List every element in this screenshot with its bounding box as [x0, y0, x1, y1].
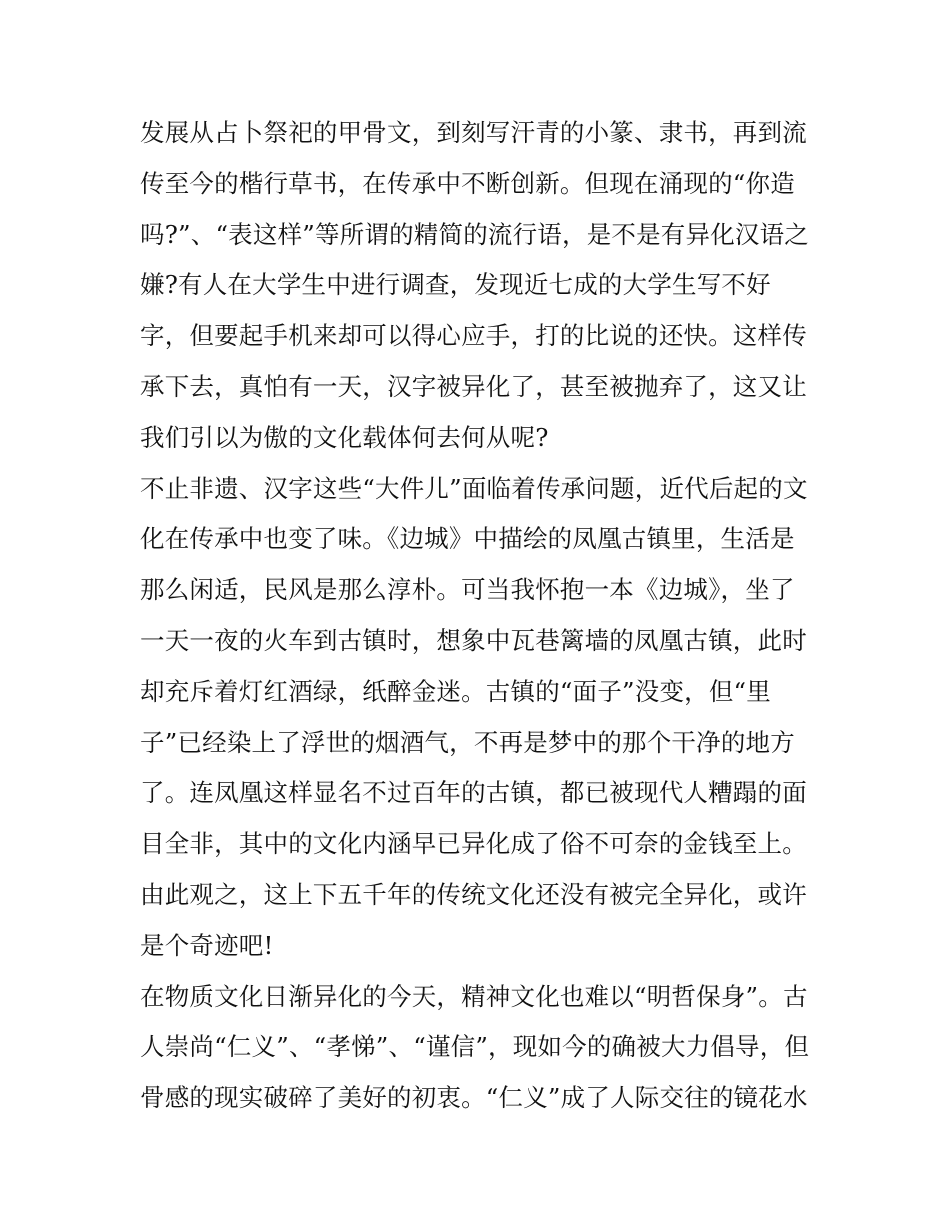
text-line-2: 传至今的楷行草书，在传承中不断创新。但现在涌现的“你造 — [140, 168, 795, 198]
text-line-4: 嫌?有人在大学生中进行调查，发现近七成的大学生写不好 — [140, 270, 771, 300]
text-line-11: 一天一夜的火车到古镇时，想象中瓦巷篱墙的凤凰古镇，此时 — [140, 625, 807, 655]
text-line-10: 那么闲适，民风是那么淳朴。可当我怀抱一本《边城》，坐了 — [140, 575, 795, 605]
text-line-5: 字，但要起手机来却可以得心应手，打的比说的还快。这样传 — [140, 321, 807, 351]
text-line-15: 目全非，其中的文化内涵早已异化成了俗不可奈的金钱至上。 — [140, 829, 807, 859]
text-line-17: 是个奇迹吧! — [140, 930, 274, 960]
text-line-19: 人崇尚“仁义”、“孝悌”、“谨信”，现如今的确被大力倡导，但 — [140, 1032, 810, 1062]
text-line-13: 子”已经染上了浮世的烟酒气，不再是梦中的那个干净的地方 — [140, 727, 795, 757]
text-line-1: 发展从占卜祭祀的甲骨文，到刻写汗青的小篆、隶书，再到流 — [140, 118, 807, 147]
text-line-20: 骨感的现实破碎了美好的初衷。“仁义”成了人际交往的镜花水 — [140, 1083, 808, 1113]
text-line-18: 在物质文化日渐异化的今天，精神文化也难以“明哲保身”。古 — [140, 981, 808, 1011]
text-line-12: 却充斥着灯红酒绿，纸醉金迷。古镇的“面子”没变，但“里 — [140, 676, 771, 706]
body-text — [140, 108, 820, 1124]
text-line-8: 不止非遗、汉字这些“大件儿”面临着传承问题，近代后起的文 — [140, 473, 808, 503]
text-line-6: 承下去，真怕有一天，汉字被异化了，甚至被抛弃了，这又让 — [140, 371, 807, 401]
text-line-14: 了。连凤凰这样显名不过百年的古镇，都已被现代人糟蹋的面 — [140, 778, 807, 808]
text-line-3: 吗?”、“表这样”等所谓的精简的流行语，是不是有异化汉语之 — [140, 219, 810, 249]
text-line-7: 我们引以为傲的文化载体何去何从呢? — [140, 422, 549, 452]
text-line-16: 由此观之，这上下五千年的传统文化还没有被完全异化，或许 — [140, 879, 807, 909]
text-line-9: 化在传承中也变了味。《边城》中描绘的凤凰古镇里，生活是 — [140, 524, 795, 554]
